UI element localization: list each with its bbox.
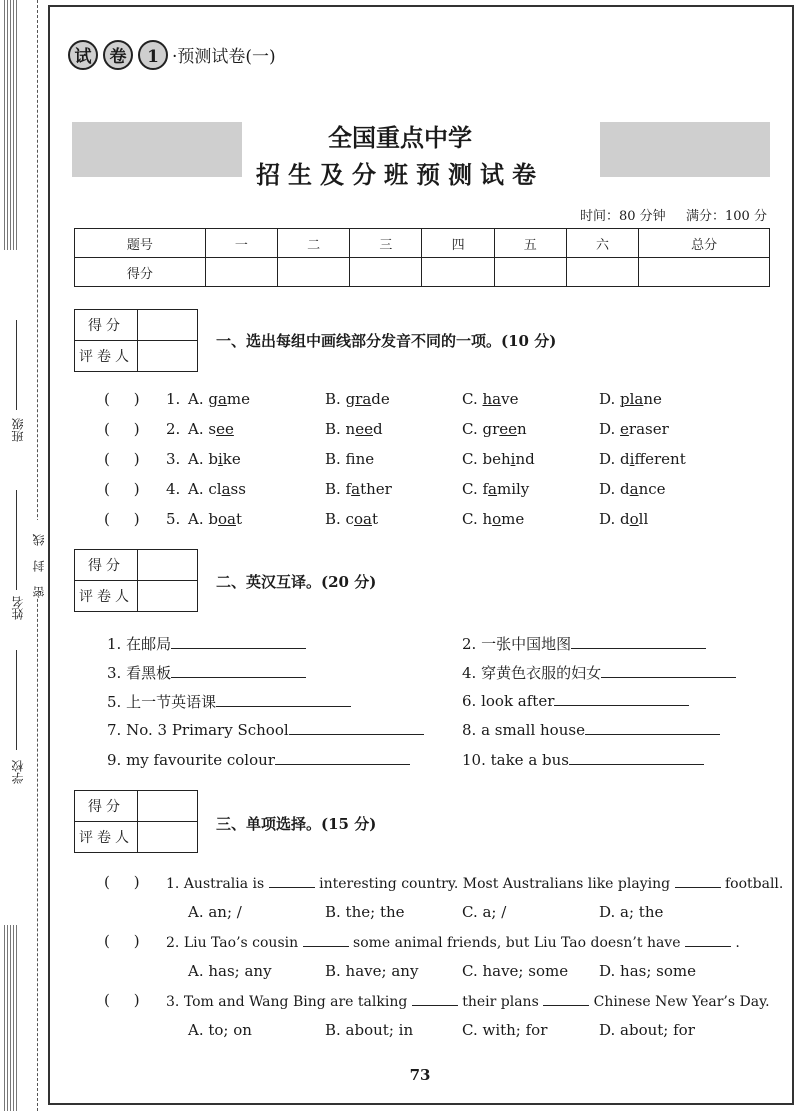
q1-1-option-d: D. plane [599, 390, 662, 408]
score-input-cell[interactable] [422, 258, 494, 287]
q1-3-paren[interactable]: ( ) [104, 450, 140, 468]
answer-blank[interactable] [269, 873, 315, 888]
answer-blank[interactable] [601, 663, 736, 678]
answer-blank[interactable] [171, 634, 306, 649]
class-label: 班级 [11, 418, 25, 442]
score-input-cell[interactable] [350, 258, 422, 287]
grade-box-section-2 [74, 549, 198, 612]
q3-1-question: 1. Australia is interesting country. Most Australians like playing football. [166, 873, 783, 892]
seal-line-label: 密封线 [32, 520, 46, 598]
grade-score-cell[interactable] [138, 550, 198, 581]
school-blank[interactable] [16, 650, 17, 750]
q1-3-option-d: D. different [599, 450, 686, 468]
title-bar-right [600, 122, 770, 177]
q1-1-paren[interactable]: ( ) [104, 390, 140, 408]
q3-2-paren[interactable]: ( ) [104, 932, 140, 950]
section-3-title: 三、单项选择。(15 分) [216, 815, 377, 833]
name-label: 姓名 [11, 596, 25, 620]
q3-3-option-c: C. with; for [462, 1021, 548, 1039]
q3-1-paren[interactable]: ( ) [104, 873, 140, 891]
q1-4-paren[interactable]: ( ) [104, 480, 140, 498]
grade-grader-cell[interactable] [138, 581, 198, 612]
answer-blank[interactable] [303, 932, 349, 947]
translation-item-3: 3. 看黑板 [107, 662, 306, 683]
q1-5-paren[interactable]: ( ) [104, 510, 140, 528]
grade-grader-cell[interactable] [138, 341, 198, 372]
score-header-cell: 总分 [639, 229, 770, 258]
q3-2-option-b: B. have; any [325, 962, 419, 980]
q1-2-paren[interactable]: ( ) [104, 420, 140, 438]
q1-5-option-a: A. boat [188, 510, 242, 528]
translation-item-8: 8. a small house [462, 720, 720, 739]
tag-char-3: 1 [138, 40, 168, 70]
q1-3-number: 3. [166, 450, 181, 468]
q1-1-option-a: A. game [188, 390, 251, 408]
score-table-score-row [75, 258, 770, 287]
score-header-cell: 六 [566, 229, 638, 258]
exam-full-score: 满分：100 分 [686, 209, 767, 224]
tag-char-1: 试 [68, 40, 98, 70]
answer-blank[interactable] [289, 720, 424, 735]
q1-1-option-c: C. have [462, 390, 519, 408]
section-2-title: 二、英汉互译。(20 分) [216, 573, 377, 591]
grade-score-label: 得分 [75, 550, 138, 581]
q3-2-question: 2. Liu Tao’s cousin some animal friends, but Liu Tao doesn’t have . [166, 932, 740, 951]
binding-stripes-bottom [4, 925, 18, 1111]
q1-4-option-a: A. class [188, 480, 246, 498]
answer-blank[interactable] [216, 692, 351, 707]
page-number: 73 [409, 1066, 431, 1084]
q1-5-number: 5. [166, 510, 181, 528]
score-input-cell[interactable] [566, 258, 638, 287]
q3-2-option-d: D. has; some [599, 962, 696, 980]
translation-item-7: 7. No. 3 Primary School [107, 720, 424, 739]
translation-item-2: 2. 一张中国地图 [462, 633, 706, 654]
score-input-cell[interactable] [639, 258, 770, 287]
translation-item-5: 5. 上一节英语课 [107, 691, 351, 712]
translation-item-1: 1. 在邮局 [107, 633, 306, 654]
q3-1-option-c: C. a; / [462, 903, 507, 921]
q1-3-option-b: B. fne [325, 450, 375, 468]
answer-blank[interactable] [685, 932, 731, 947]
answer-blank[interactable] [569, 750, 704, 765]
answer-blank[interactable] [675, 873, 721, 888]
q1-4-option-d: D. dance [599, 480, 666, 498]
score-table-header-row [75, 229, 770, 258]
q1-5-option-d: D. doll [599, 510, 649, 528]
grade-grader-cell[interactable] [138, 822, 198, 853]
answer-blank[interactable] [412, 991, 458, 1006]
q3-3-option-d: D. about; for [599, 1021, 695, 1039]
q3-3-option-a: A. to; on [188, 1021, 252, 1039]
q1-1-option-b: B. grade [325, 390, 390, 408]
grade-box-section-1 [74, 309, 198, 372]
score-header-cell: 一 [205, 229, 277, 258]
score-header-cell: 题号 [75, 229, 206, 258]
q1-2-option-c: C. green [462, 420, 527, 438]
score-table [74, 228, 770, 287]
answer-blank[interactable] [543, 991, 589, 1006]
binding-strip [0, 0, 46, 1111]
q3-1-option-b: B. the; the [325, 903, 405, 921]
score-input-cell[interactable] [494, 258, 566, 287]
title-bar-left [72, 122, 242, 177]
score-header-cell: 四 [422, 229, 494, 258]
school-label: 学校 [11, 760, 25, 784]
q3-3-option-b: B. about; in [325, 1021, 414, 1039]
q3-3-paren[interactable]: ( ) [104, 991, 140, 1009]
q1-3-option-c: C. behind [462, 450, 535, 468]
translation-item-4: 4. 穿黄色衣服的妇女 [462, 662, 736, 683]
answer-blank[interactable] [554, 691, 689, 706]
q1-2-option-a: A. see [188, 420, 234, 438]
q3-2-option-c: C. have; some [462, 962, 569, 980]
name-blank[interactable] [16, 490, 17, 590]
title-line-1: 全国重点中学 [328, 123, 472, 152]
q1-3-option-a: A. bike [188, 450, 241, 468]
translation-item-10: 10. take a bus [462, 750, 704, 769]
answer-blank[interactable] [171, 663, 306, 678]
score-header-cell: 五 [494, 229, 566, 258]
grade-score-cell[interactable] [138, 791, 198, 822]
class-blank[interactable] [16, 320, 17, 410]
grade-grader-label: 评卷人 [75, 822, 138, 853]
exam-time: 时间：80 分钟 [580, 209, 666, 224]
score-row-label: 得分 [75, 258, 206, 287]
binding-stripes-top [4, 0, 18, 250]
tag-subtitle: ·预测试卷(一) [172, 47, 276, 67]
grade-grader-label: 评卷人 [75, 581, 138, 612]
grade-score-label: 得分 [75, 310, 138, 341]
score-input-cell[interactable] [278, 258, 350, 287]
tag-char-2: 卷 [103, 40, 133, 70]
score-header-cell: 二 [278, 229, 350, 258]
grade-score-label: 得分 [75, 791, 138, 822]
grade-box-section-3 [74, 790, 198, 853]
q1-5-option-c: C. home [462, 510, 525, 528]
section-1-title: 一、选出每组中画线部分发音不同的一项。(10 分) [216, 332, 557, 350]
q3-1-option-d: D. a; the [599, 903, 664, 921]
q1-1-number: 1. [166, 390, 181, 408]
translation-item-9: 9. my favourite colour [107, 750, 410, 769]
grade-score-cell[interactable] [138, 310, 198, 341]
q3-3-question: 3. Tom and Wang Bing are talking their plans Chinese New Year’s Day. [166, 991, 770, 1010]
q3-1-option-a: A. an; / [188, 903, 242, 921]
q1-2-option-d: D. eraser [599, 420, 669, 438]
score-header-cell: 三 [350, 229, 422, 258]
q1-4-option-c: C. family [462, 480, 530, 498]
q1-4-number: 4. [166, 480, 181, 498]
answer-blank[interactable] [585, 720, 720, 735]
q1-5-option-b: B. coat [325, 510, 378, 528]
translation-item-6: 6. look after [462, 691, 689, 710]
score-input-cell[interactable] [205, 258, 277, 287]
q1-4-option-b: B. father [325, 480, 392, 498]
q3-2-option-a: A. has; any [188, 962, 272, 980]
grade-grader-label: 评卷人 [75, 341, 138, 372]
answer-blank[interactable] [571, 634, 706, 649]
answer-blank[interactable] [275, 750, 410, 765]
title-line-2: 招生及分班预测试卷 [256, 160, 544, 189]
q1-2-number: 2. [166, 420, 181, 438]
q1-2-option-b: B. need [325, 420, 383, 438]
